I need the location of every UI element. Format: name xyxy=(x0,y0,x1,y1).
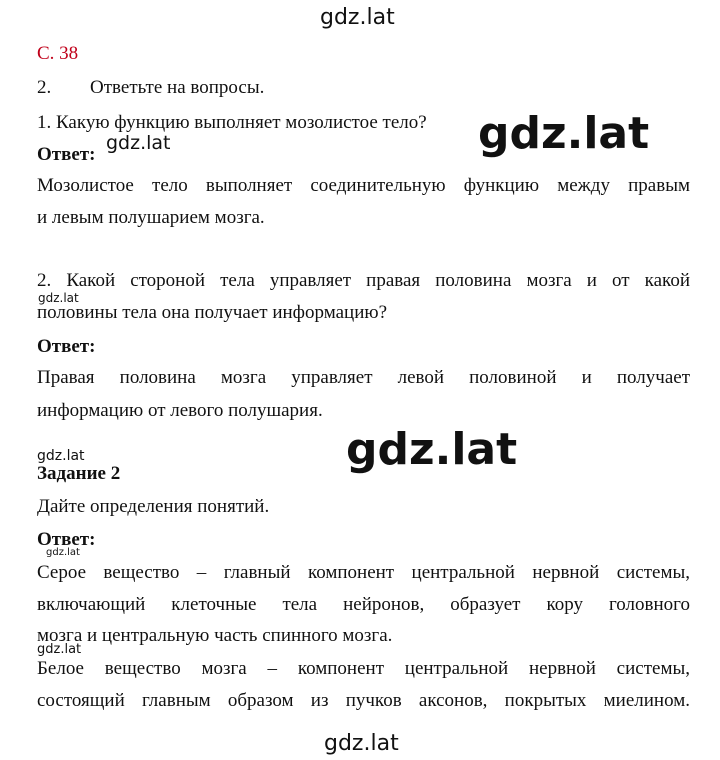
question-2-line-2: половины тела она получает информацию? xyxy=(37,302,387,323)
watermark-answer-1: gdz.lat xyxy=(106,132,171,154)
exercise-title: Ответьте на вопросы. xyxy=(90,77,265,98)
task-2-instruction: Дайте определения понятий. xyxy=(37,496,270,517)
definition-1-line-3: мозга и центральную часть спинного мозга. xyxy=(37,625,393,646)
answer-2-line-1: Правая половина мозга управляет левой половиной и получает xyxy=(37,367,690,388)
answer-label-1: Ответ: xyxy=(37,144,96,165)
answer-label-3: Ответ: xyxy=(37,529,96,550)
watermark-tiny: gdz.lat xyxy=(46,547,80,558)
page-reference: С. 38 xyxy=(37,43,79,64)
watermark-small-1: gdz.lat xyxy=(38,291,79,305)
answer-label-2: Ответ: xyxy=(37,336,96,357)
question-2-line-1: 2. Какой стороной тела управляет правая половина мозга и от какой xyxy=(37,270,690,291)
answer-1-line-2: и левым полушарием мозга. xyxy=(37,207,265,228)
watermark-bottom: gdz.lat xyxy=(324,731,399,756)
watermark-large-2: gdz.lat xyxy=(346,424,518,475)
answer-2-line-2: информацию от левого полушария. xyxy=(37,400,323,421)
definition-1-line-2: включающий клеточные тела нейронов, образует кору головного xyxy=(37,594,690,615)
watermark-small-3: gdz.lat xyxy=(37,642,82,657)
watermark-top: gdz.lat xyxy=(320,5,395,30)
answer-1-line-1: Мозолистое тело выполняет соединительную функцию между правым xyxy=(37,175,690,196)
definition-2-line-1: Белое вещество мозга – компонент центральной нервной системы, xyxy=(37,658,690,679)
watermark-large-1: gdz.lat xyxy=(478,108,650,159)
question-1: 1. Какую функцию выполняет мозолистое тело? xyxy=(37,112,427,133)
task-2-title: Задание 2 xyxy=(37,463,121,484)
exercise-number: 2. xyxy=(37,77,52,98)
definition-2-line-2: состоящий главным образом из пучков аксонов, покрытых миелином. xyxy=(37,690,690,711)
definition-1-line-1: Серое вещество – главный компонент центральной нервной системы, xyxy=(37,562,690,583)
watermark-small-2: gdz.lat xyxy=(37,448,85,464)
